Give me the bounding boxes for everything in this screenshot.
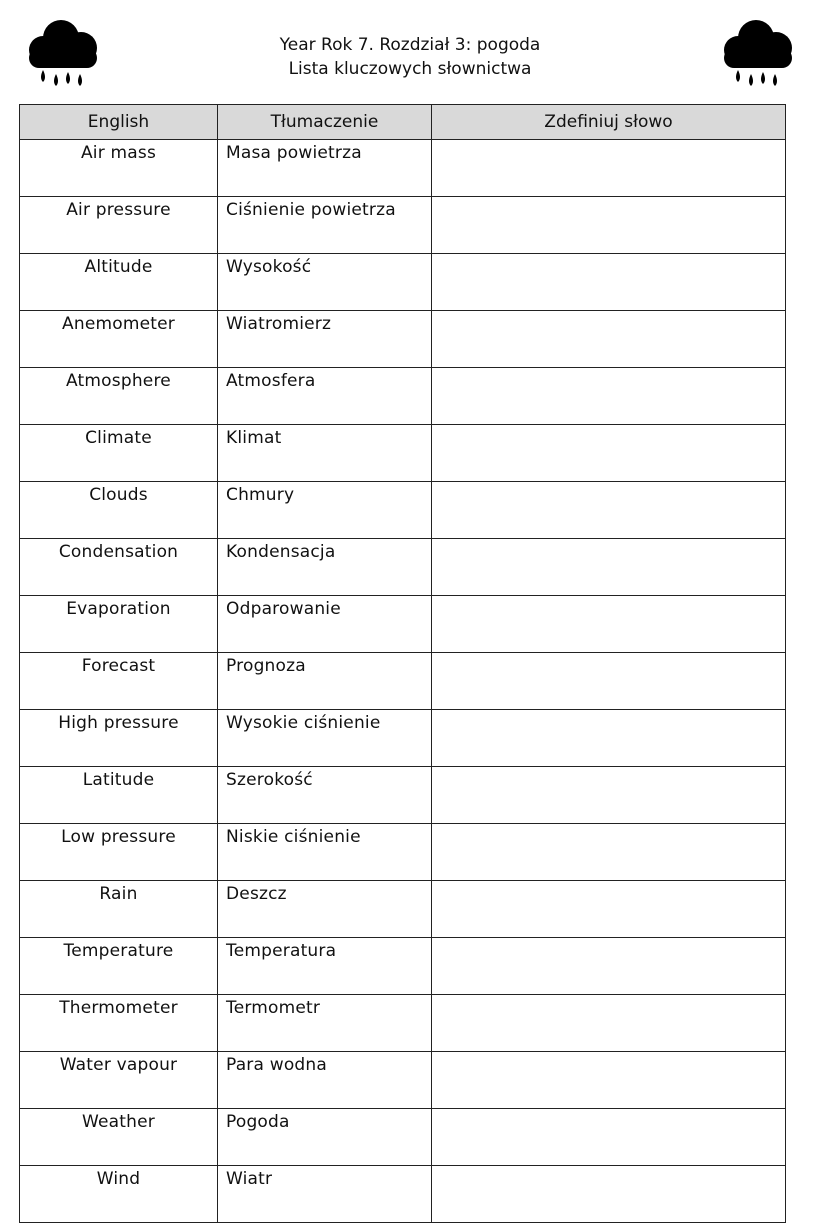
polish-translation: Wysokość — [218, 254, 432, 311]
rain-cloud-icon-left — [19, 14, 103, 98]
definition-cell[interactable] — [432, 767, 786, 824]
definition-cell[interactable] — [432, 881, 786, 938]
definition-cell[interactable] — [432, 482, 786, 539]
definition-cell[interactable] — [432, 368, 786, 425]
definition-cell[interactable] — [432, 995, 786, 1052]
table-row — [20, 596, 786, 653]
english-term: Water vapour — [20, 1052, 218, 1109]
english-term: Climate — [20, 425, 218, 482]
table-row — [20, 425, 786, 482]
english-term: Altitude — [20, 254, 218, 311]
table-row — [20, 1166, 786, 1223]
english-term: High pressure — [20, 710, 218, 767]
definition-cell[interactable] — [432, 710, 786, 767]
vocabulary-table — [19, 104, 786, 1223]
title-line-2: Lista kluczowych słownictwa — [288, 59, 532, 79]
english-term: Evaporation — [20, 596, 218, 653]
polish-translation: Szerokość — [218, 767, 432, 824]
definition-cell[interactable] — [432, 824, 786, 881]
table-row — [20, 653, 786, 710]
polish-translation: Deszcz — [218, 881, 432, 938]
polish-translation: Prognoza — [218, 653, 432, 710]
polish-translation: Termometr — [218, 995, 432, 1052]
polish-translation: Atmosfera — [218, 368, 432, 425]
table-row — [20, 140, 786, 197]
definition-cell[interactable] — [432, 425, 786, 482]
polish-translation: Wiatromierz — [218, 311, 432, 368]
definition-cell[interactable] — [432, 539, 786, 596]
column-header-english: English — [20, 105, 218, 140]
polish-translation: Wysokie ciśnienie — [218, 710, 432, 767]
title-line-1: Year Rok 7. Rozdział 3: pogoda — [279, 35, 541, 55]
definition-cell[interactable] — [432, 1052, 786, 1109]
table-row — [20, 767, 786, 824]
english-term: Atmosphere — [20, 368, 218, 425]
english-term: Latitude — [20, 767, 218, 824]
column-header-translation: Tłumaczenie — [218, 105, 432, 140]
table-row — [20, 1052, 786, 1109]
definition-cell[interactable] — [432, 254, 786, 311]
table-row — [20, 311, 786, 368]
polish-translation: Ciśnienie powietrza — [218, 197, 432, 254]
polish-translation: Chmury — [218, 482, 432, 539]
table-row — [20, 938, 786, 995]
table-row — [20, 995, 786, 1052]
english-term: Temperature — [20, 938, 218, 995]
polish-translation: Temperatura — [218, 938, 432, 995]
polish-translation: Para wodna — [218, 1052, 432, 1109]
english-term: Clouds — [20, 482, 218, 539]
polish-translation: Wiatr — [218, 1166, 432, 1223]
english-term: Condensation — [20, 539, 218, 596]
definition-cell[interactable] — [432, 596, 786, 653]
english-term: Air pressure — [20, 197, 218, 254]
definition-cell[interactable] — [432, 653, 786, 710]
table-row — [20, 1109, 786, 1166]
polish-translation: Niskie ciśnienie — [218, 824, 432, 881]
definition-cell[interactable] — [432, 938, 786, 995]
definition-cell[interactable] — [432, 197, 786, 254]
definition-cell[interactable] — [432, 1109, 786, 1166]
polish-translation: Masa powietrza — [218, 140, 432, 197]
definition-cell[interactable] — [432, 311, 786, 368]
english-term: Low pressure — [20, 824, 218, 881]
column-header-definition: Zdefiniuj słowo — [432, 105, 786, 140]
english-term: Anemometer — [20, 311, 218, 368]
table-row — [20, 197, 786, 254]
table-row — [20, 368, 786, 425]
table-row — [20, 881, 786, 938]
english-term: Thermometer — [20, 995, 218, 1052]
english-term: Weather — [20, 1109, 218, 1166]
definition-cell[interactable] — [432, 140, 786, 197]
english-term: Air mass — [20, 140, 218, 197]
polish-translation: Odparowanie — [218, 596, 432, 653]
rain-cloud-icon — [19, 14, 103, 98]
table-row — [20, 710, 786, 767]
table-row — [20, 824, 786, 881]
polish-translation: Pogoda — [218, 1109, 432, 1166]
table-header-row — [20, 105, 786, 140]
definition-cell[interactable] — [432, 1166, 786, 1223]
english-term: Rain — [20, 881, 218, 938]
rain-cloud-icon-right — [714, 14, 798, 98]
table-row — [20, 539, 786, 596]
rain-cloud-icon — [714, 14, 798, 98]
polish-translation: Klimat — [218, 425, 432, 482]
polish-translation: Kondensacja — [218, 539, 432, 596]
english-term: Forecast — [20, 653, 218, 710]
table-row — [20, 482, 786, 539]
table-row — [20, 254, 786, 311]
page-title — [160, 33, 660, 81]
english-term: Wind — [20, 1166, 218, 1223]
